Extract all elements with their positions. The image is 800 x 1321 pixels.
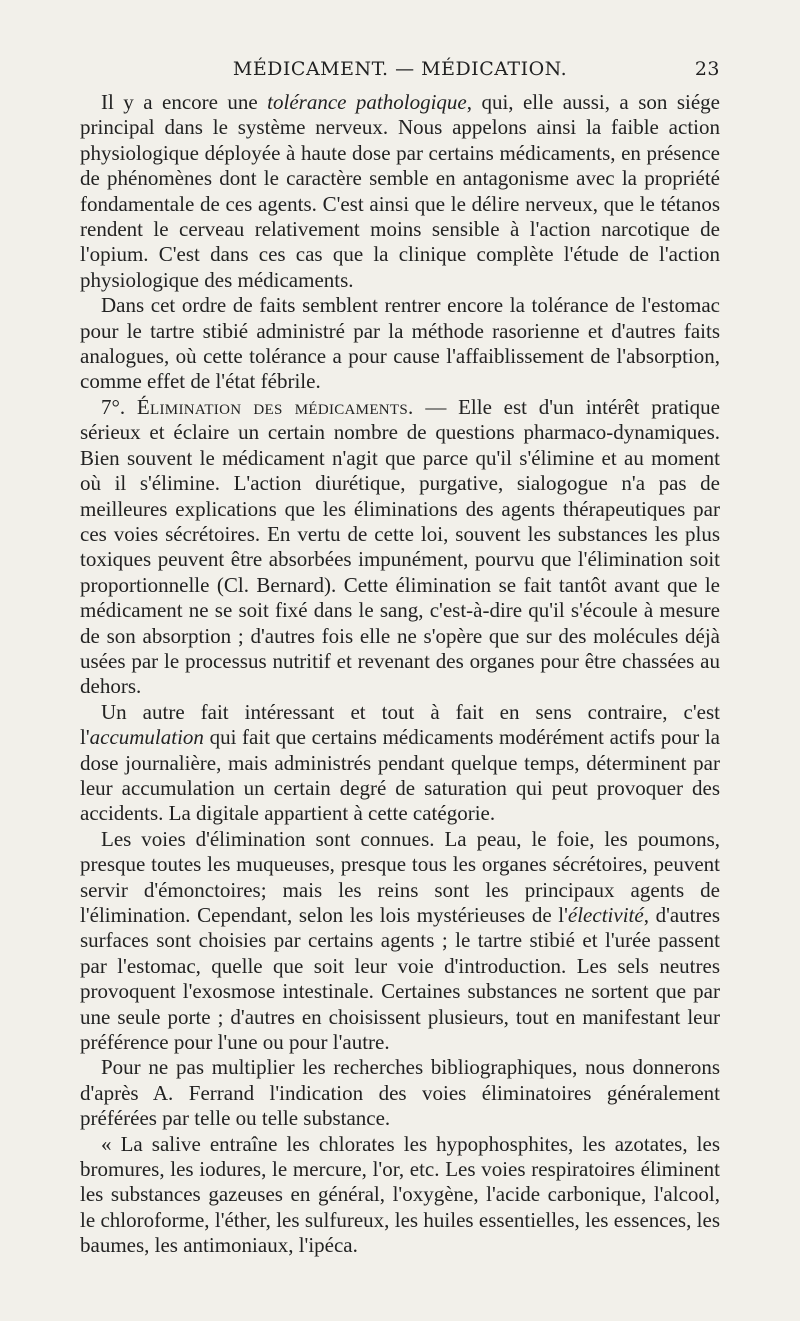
section-paragraph: 7°. Élimination des médicaments. — Elle est d'un intérêt pratique sérieux et éclaire un certain nombre de questions pharmaco-dynamiques. Bien souvent le médicament n'agit que parce qu'il s'élimine et au moment où il s'élimine. L'action diurétique, purgative, sialogogue n'a pas de meilleures explications que les éliminations des agents thérapeutiques par ces voies sécrétoires. En vertu de cette loi, souvent les substances les plus toxiques peuvent être absorbées impunément, pourvu que l'élimination soit proportionnelle (Cl. Bernard). Cette élimination se fait tantôt avant que le médicament ne se soit fixé dans le sang, c'est-à-dire qu'il s'écoule à mesure de son absorption ; d'autres fois elle ne s'opère que sur des molécules déjà usées par le processus nutritif et revenant des organes pour être chassées au dehors. <box>80 394 721 699</box>
body-text <box>80 90 720 1259</box>
running-head <box>80 50 720 84</box>
emphasis: électivité <box>567 903 644 927</box>
running-title: MÉDICAMENT. — MÉDICATION. <box>232 58 568 80</box>
section-heading: Élimination des médicaments. <box>136 394 414 419</box>
paragraph: Dans cet ordre de faits semblent rentrer encore la tolérance de l'estomac pour le tartre stibié administré par la méthode rasorienne et d'autres faits analogues, où cette tolérance a pour cause l'affaiblissement de l'absorption, comme effet de l'état fébrile. <box>80 293 720 394</box>
paragraph: Un autre fait intéressant et tout à fait en sens contraire, c'est l'accumulation qui fait que certains médicaments modérément actifs pour la dose journalière, mais administrés pendant quelque temps, déterminent par leur accumulation un certain degré de saturation qui peut provoquer des accidents. La digitale appartient à cette catégorie. <box>80 699 720 826</box>
paragraph: Il y a encore une tolérance pathologique, qui, elle aussi, a son siége principal dans le système nerveux. Nous appelons ainsi la faible action physiologique déployée à haute dose par certains médicaments, en présence de phénomènes dont le caractère semble en antagonisme avec la propriété fondamentale de ces agents. C'est ainsi que le délire nerveux, que le tétanos rendent le cerveau relativement moins sensible à l'action narcotique de l'opium. C'est dans ces cas que la clinique complète l'étude de l'action physiologique des médicaments. <box>80 90 720 292</box>
paragraph: Les voies d'élimination sont connues. La peau, le foie, les poumons, presque toutes les muqueuses, presque tous les organes sécrétoires, peuvent servir d'émonctoires; mais les reins sont les principaux agents de l'élimination. Cependant, selon les lois mystérieuses de l'électivité, d'autres surfaces sont choisies par certains agents ; le tartre stibié et l'urée passent par l'estomac, quelle que soit leur voie d'introduction. Les sels neutres provoquent l'exosmose intestinale. Certaines substances ne sortent que par une seule porte ; d'autres en choisissent plusieurs, tout en manifestant leur préférence pour l'une ou pour l'autre. <box>80 826 720 1055</box>
section-number: 7°. <box>101 394 137 419</box>
emphasis: accumulation <box>89 725 204 750</box>
emphasis: tolérance pathologique <box>267 90 467 114</box>
quoted-paragraph: « La salive entraîne les chlorates les hypophosphites, les azotates, les bromures, les iodures, le mercure, l'or, etc. Les voies respiratoires éliminent les substances gazeuses en général, l'oxygène, l'acide carbonique, l'alcool, le chloroforme, l'éther, les sulfureux, les huiles essentielles, les essences, les baumes, les antimoniaux, l'ipéca. <box>80 1131 720 1258</box>
paragraph: Pour ne pas multiplier les recherches bibliographiques, nous donnerons d'après A. Ferrand l'indication des voies éliminatoires généralement préférées par telle ou telle substance. <box>80 1055 720 1131</box>
page-number: 23 <box>694 58 720 80</box>
book-page <box>80 50 720 1259</box>
